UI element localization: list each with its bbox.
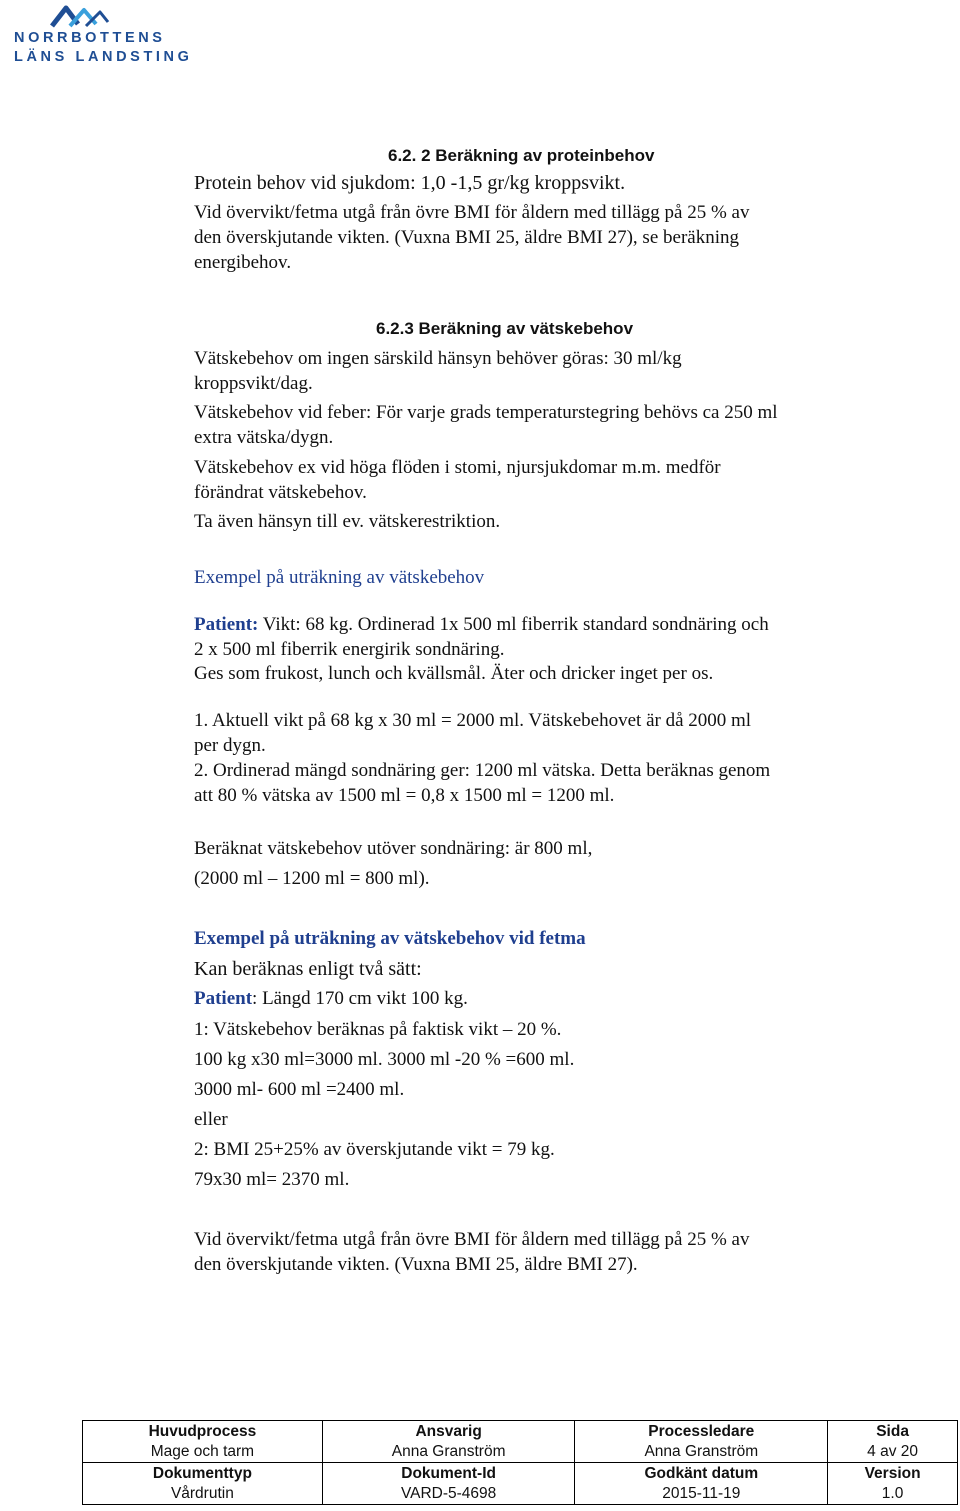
- footer-value: Mage och tarm: [150, 1443, 255, 1460]
- footer-cell-ansvarig: [322, 1421, 575, 1463]
- fluid-text-line5: Vätskebehov ex vid höga flöden i stomi, njursjukdomar m.m. medför: [194, 457, 721, 478]
- patient-line3: Ges som frukost, lunch och kvällsmål. Äter och dricker inget per os.: [194, 663, 714, 684]
- document-footer-table: [82, 1420, 958, 1505]
- method1-calc2: 3000 ml- 600 ml =2400 ml.: [194, 1079, 405, 1100]
- footer-row: [83, 1421, 958, 1463]
- step2-line1: 2. Ordinerad mängd sondnäring ger: 1200 ml vätska. Detta beräknas genom: [194, 760, 771, 781]
- patient-line1: [194, 613, 769, 637]
- fluid-text-line6: förändrat vätskebehov.: [194, 482, 367, 503]
- footer-label: Dokument-Id: [401, 1465, 496, 1482]
- footer-value: 1.0: [881, 1485, 904, 1502]
- footer-row: [83, 1463, 958, 1505]
- footer-cell-dokumenttyp: [83, 1463, 323, 1505]
- footer-cell-huvudprocess: [83, 1421, 323, 1463]
- footer-label: Version: [864, 1465, 921, 1482]
- footer-label: Dokumenttyp: [152, 1465, 252, 1482]
- footer-value: Vårdrutin: [170, 1485, 234, 1502]
- obesity-patient-line: [194, 987, 468, 1011]
- fluid-text-line1: Vätskebehov om ingen särskild hänsyn behöver göras: 30 ml/kg: [194, 348, 682, 369]
- step1-line1: 1. Aktuell vikt på 68 kg x 30 ml = 2000 ml. Vätskebehovet är då 2000 ml: [194, 710, 752, 731]
- closing-note-line2: den överskjutande vikten. (Vuxna BMI 25, äldre BMI 27).: [194, 1254, 638, 1275]
- result-line2: (2000 ml – 1200 ml = 800 ml).: [194, 868, 430, 889]
- footer-cell-processledare: [575, 1421, 828, 1463]
- footer-label: Sida: [876, 1423, 909, 1440]
- patient-details: Vikt: 68 kg. Ordinerad 1x 500 ml fiberrik standard sondnäring och: [258, 614, 769, 635]
- footer-value: Anna Granström: [391, 1443, 506, 1460]
- footer-cell-version: [828, 1463, 958, 1505]
- patient-label: Patient:: [194, 614, 259, 635]
- footer-value: Anna Granström: [644, 1443, 759, 1460]
- or-text: eller: [194, 1109, 228, 1130]
- method2-line: 2: BMI 25+25% av överskjutande vikt = 79 kg.: [194, 1139, 555, 1160]
- step2-line2: att 80 % vätska av 1500 ml = 0,8 x 1500 ml = 1200 ml.: [194, 785, 615, 806]
- footer-label: Huvudprocess: [148, 1423, 257, 1440]
- fluid-text-line3: Vätskebehov vid feber: För varje grads temperaturstegring behövs ca 250 ml: [194, 402, 778, 423]
- fluid-text-line4: extra vätska/dygn.: [194, 427, 334, 448]
- result-line1: Beräknat vätskebehov utöver sondnäring: är 800 ml,: [194, 838, 593, 859]
- footer-cell-dokument-id: [322, 1463, 575, 1505]
- patient-line2: 2 x 500 ml fiberrik energirik sondnäring.: [194, 639, 505, 660]
- protein-requirement-text: Protein behov vid sjukdom: 1,0 -1,5 gr/kg kroppsvikt.: [194, 172, 626, 194]
- obesity-example-title: Exempel på uträkning av vätskebehov vid fetma: [194, 928, 586, 949]
- logo-text-line1: NORRBOTTENS: [14, 30, 166, 46]
- footer-cell-sida: [828, 1421, 958, 1463]
- obesity-intro: Kan beräknas enligt två sätt:: [194, 958, 422, 980]
- footer-label: Godkänt datum: [644, 1465, 759, 1482]
- footer-label: Processledare: [648, 1423, 755, 1440]
- logo-text-line2: LÄNS LANDSTING: [14, 49, 193, 65]
- method1-line: 1: Vätskebehov beräknas på faktisk vikt – 20 %.: [194, 1019, 562, 1040]
- section-heading-proteinbehov: 6.2. 2 Beräkning av proteinbehov: [388, 146, 655, 165]
- overweight-note-line2: den överskjutande vikten. (Vuxna BMI 25, äldre BMI 27), se beräkning: [194, 227, 739, 248]
- section-heading-vatskebehov: 6.2.3 Beräkning av vätskebehov: [376, 319, 634, 338]
- logo-mark-icon: [48, 2, 110, 28]
- footer-cell-godkant-datum: [575, 1463, 828, 1505]
- fluid-text-line7: Ta även hänsyn till ev. vätskerestriktion.: [194, 511, 501, 532]
- example-title: Exempel på uträkning av vätskebehov: [194, 567, 485, 588]
- footer-value: 4 av 20: [867, 1443, 918, 1460]
- footer-value: 2015-11-19: [662, 1485, 741, 1502]
- fluid-text-line2: kroppsvikt/dag.: [194, 373, 313, 394]
- footer-value: VARD-5-4698: [400, 1485, 497, 1502]
- overweight-note-line3: energibehov.: [194, 252, 292, 273]
- overweight-note-line1: Vid övervikt/fetma utgå från övre BMI för åldern med tillägg på 25 % av: [194, 202, 750, 223]
- step1-line2: per dygn.: [194, 735, 266, 756]
- method2-calc: 79x30 ml= 2370 ml.: [194, 1169, 350, 1190]
- footer-label: Ansvarig: [415, 1423, 482, 1440]
- obesity-patient-details: : Längd 170 cm vikt 100 kg.: [252, 988, 468, 1009]
- closing-note-line1: Vid övervikt/fetma utgå från övre BMI för åldern med tillägg på 25 % av: [194, 1229, 750, 1250]
- method1-calc1: 100 kg x30 ml=3000 ml. 3000 ml -20 % =600 ml.: [194, 1049, 575, 1070]
- organization-logo: [0, 2, 193, 70]
- obesity-patient-label: Patient: [194, 988, 253, 1009]
